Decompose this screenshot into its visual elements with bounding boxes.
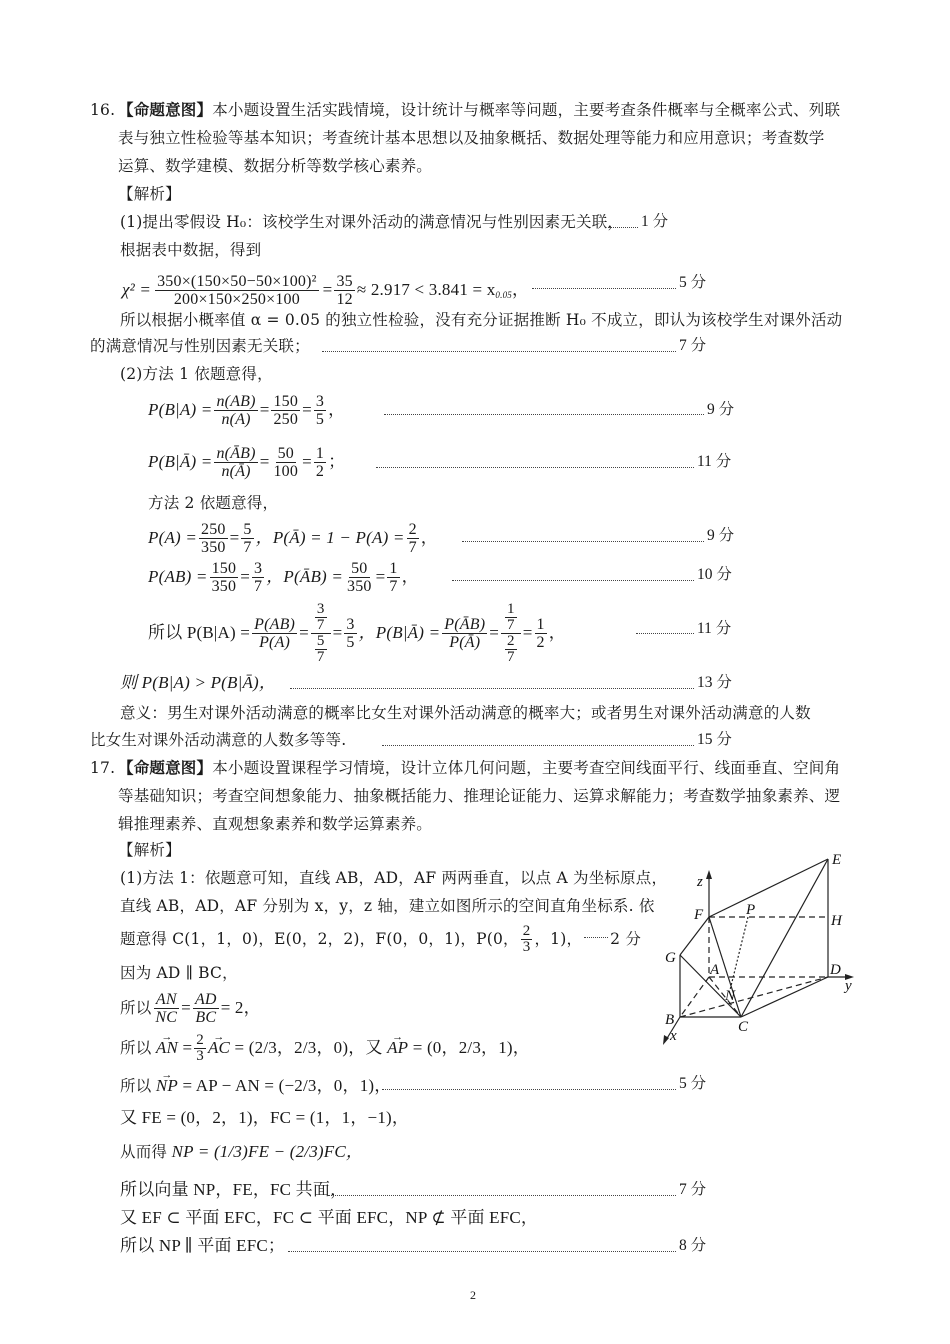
method2-title: 方法 2 依题意得， — [148, 494, 279, 512]
q16-meaning-line-2: 比女生对课外活动满意的人数多等等. — [90, 731, 347, 749]
m1-eq2: P(B|Ā) = $\frac{n(ĀB)}{n(Ā)}$ = $\frac{50}{100}$ = $\frac{1}{2}$ ； — [148, 444, 346, 480]
score-15: 15 分 — [697, 731, 732, 748]
leader-dots — [452, 580, 694, 581]
svg-text:N: N — [725, 988, 736, 1004]
q16-intent-line-1: 【命题意图】本小题设置生活实践情境，设计统计与概率等问题，主要考查条件概率与全概率公式、列联 — [118, 100, 841, 119]
svg-text:z: z — [697, 874, 703, 890]
q16-intent-line-3: 运算、数学建模、数据分析等数学核心素养。 — [118, 157, 433, 175]
leader-dots — [382, 745, 694, 746]
score-9: 9 分 — [707, 401, 735, 418]
svg-text:H: H — [831, 913, 842, 929]
score-10: 10 分 — [697, 566, 732, 583]
q17-coplanar: 所以向量 NP，FE，FC 共面， — [120, 1180, 348, 1199]
m2-eq2: P(AB) = $\frac{150}{350}$ = $\frac{3}{7}$ ，P(ĀB) = $\frac{50}{350}$ = $\frac{1}{7}$ ， — [148, 559, 419, 595]
solid-geometry-figure — [650, 845, 870, 1045]
q17-ratio: 所以 $\frac{AN}{NC}$ = $\frac{AD}{BC}$ = 2， — [120, 990, 261, 1026]
q16-conclusion-line-2: 的满意情况与性别因素无关联； — [90, 337, 310, 355]
q17-intent-line-2: 等基础知识；考查空间想象能力、抽象概括能力、推理论证能力、运算求解能力；考查数学抽象素养、逻 — [118, 787, 841, 805]
q17-number: 17. — [90, 759, 116, 777]
q16-number: 16. — [90, 101, 116, 119]
score-11b: 11 分 — [697, 620, 732, 637]
score-13: 13 分 — [697, 674, 732, 691]
method1-title: (2)方法 1 依题意得， — [120, 365, 273, 383]
q17-analysis-label: 【解析】 — [118, 841, 181, 859]
q17-intent-line-1: 【命题意图】本小题设置课程学习情境，设计立体几何问题，主要考查空间线面平行、线面垂直、空间角 — [118, 758, 841, 777]
leader-dots — [376, 467, 694, 468]
chi-square-formula: χ² = $\frac{\text{350×(150×50−50×100)²}}{200\times 150\times 250\times 100}$ = $\frac{35}{12}$ ≈ 2.917 < 3.841 = x $_{0.05}$ ， — [122, 272, 530, 308]
svg-text:A: A — [710, 962, 720, 978]
leader-dots — [290, 688, 694, 689]
q17-fe-fc: 又 FE = (0，2，1)，FC = (1，1，−1)， — [120, 1108, 410, 1127]
score-7: 7 分 — [679, 337, 707, 354]
svg-text:C: C — [738, 1019, 749, 1035]
chi-simplified-fraction: $\frac{35}{12}$ — [336, 272, 353, 308]
leader-dots — [288, 1251, 676, 1252]
q17-intent-label: 【命题意图】 — [118, 758, 213, 777]
complex-fraction: $\frac{\frac{1}{7}}{\frac{2}{7}}$ — [501, 602, 521, 665]
leader-dots — [636, 633, 694, 634]
svg-text:P: P — [746, 902, 756, 918]
svg-text:D: D — [830, 962, 841, 978]
score-7b: 7 分 — [679, 1181, 707, 1198]
score-11: 11 分 — [697, 453, 732, 470]
svg-text:E: E — [832, 852, 842, 868]
chi-main-fraction: $\frac{\text{350×(150×50−50×100)²}}{200\times 150\times 250\times 100}$ — [157, 272, 317, 308]
page-number: 2 — [470, 1288, 476, 1302]
q17-np-line: 所以 → NP = AP − AN = (−2/3，0，1)， — [120, 1068, 391, 1104]
complex-fraction: $\frac{\frac{3}{7}}{\frac{5}{7}}$ — [311, 602, 331, 665]
score-8: 8 分 — [679, 1237, 707, 1254]
m2-eq1: P(A) = $\frac{250}{350}$ = $\frac{5}{7}$ ，P(Ā) = 1 − P(A) = $\frac{2}{7}$ ， — [148, 520, 438, 556]
svg-text:x: x — [670, 1028, 677, 1044]
score-5: 5 分 — [679, 274, 707, 291]
q17-intent-line-3: 辑推理素养、直观想象素养和数学运算素养。 — [118, 815, 433, 833]
q16-intent-line-2: 表与独立性检验等基本知识；考查统计基本思想以及抽象概括、数据处理等能力和应用意识；考查数学 — [118, 129, 825, 147]
leader-dots — [322, 351, 676, 352]
m2-eq3: 所以 P(B|A) = $\frac{P(AB)}{P(A)}$ = $\frac{\frac{3}{7}}{\frac{5}{7}}$ = $\frac{3}{5}$ ，P(B|Ā) = $\frac{P(ĀB)}{P(Ā)}$ = $\frac{\frac{1}{7}}{\frac{2}{7}}$ = $\frac{1}{2}$ ， — [148, 600, 566, 665]
q16-hypothesis: (1)提出零假设 H₀：该校学生对课外活动的满意情况与性别因素无关联， — [120, 213, 624, 231]
q17-m1-line-1: (1)方法 1：依题意可知，直线 AB，AD，AF 两两垂直，以点 A 为坐标原点， — [120, 869, 668, 887]
q16-conclusion-line-1: 所以根据小概率值 α = 0.05 的独立性检验，没有充分证据推断 H₀ 不成立，即认为该校学生对课外活动 — [120, 311, 843, 329]
q16-analysis-label: 【解析】 — [118, 185, 181, 203]
q17-final: 所以 NP ∥ 平面 EFC； — [120, 1236, 286, 1255]
q17-m1-line-3: 题意得 C(1，1，0)，E(0，2，2)，F(0，0，1)，P(0， $\frac{2}{3}$ ，1)， 2 分 — [120, 922, 642, 955]
q16-table-text: 根据表中数据，得到 — [120, 241, 262, 259]
score-1: 1 分 — [641, 213, 669, 230]
m1-eq1: P(B|A) = $\frac{n(AB)}{n(A)}$ = $\frac{150}{250}$ = $\frac{3}{5}$ ， — [148, 392, 346, 428]
leader-dots — [532, 288, 676, 289]
q17-np-combination: 从而得 NP = (1/3)FE − (2/3)FC， — [120, 1142, 364, 1161]
score-9b: 9 分 — [707, 527, 735, 544]
score-2: 2 分 — [610, 930, 642, 948]
leader-dots — [462, 541, 704, 542]
leader-dots — [384, 414, 704, 415]
q17-parallel: 因为 AD ∥ BC， — [120, 964, 238, 982]
q17-m1-line-2: 直线 AB，AD，AF 分别为 x，y，z 轴，建立如图所示的空间直角坐标系. 依 — [120, 897, 655, 915]
leader-dots — [608, 227, 638, 228]
q16-compare: 则 P(B|A) > P(B|Ā)， — [120, 673, 277, 692]
leader-dots — [328, 1195, 676, 1196]
svg-text:B: B — [665, 1012, 675, 1028]
q16-meaning-line-1: 意义：男生对课外活动满意的概率比女生对课外活动满意的概率大；或者男生对课外活动满意的人数 — [120, 704, 811, 722]
q17-an-line: 所以 → AN = $\frac{2}{3}$ → AC = (2/3，2/3，0)，又 → AP = (0，2/3，1)， — [120, 1030, 530, 1066]
score-5b: 5 分 — [679, 1075, 707, 1092]
svg-text:y: y — [845, 978, 852, 994]
svg-text:G: G — [665, 950, 676, 966]
q17-subset: 又 EF ⊂ 平面 EFC，FC ⊂ 平面 EFC，NP ⊄ 平面 EFC， — [120, 1208, 539, 1227]
q16-intent-label: 【命题意图】 — [118, 100, 213, 119]
svg-text:F: F — [694, 907, 704, 923]
leader-dots — [382, 1089, 676, 1090]
